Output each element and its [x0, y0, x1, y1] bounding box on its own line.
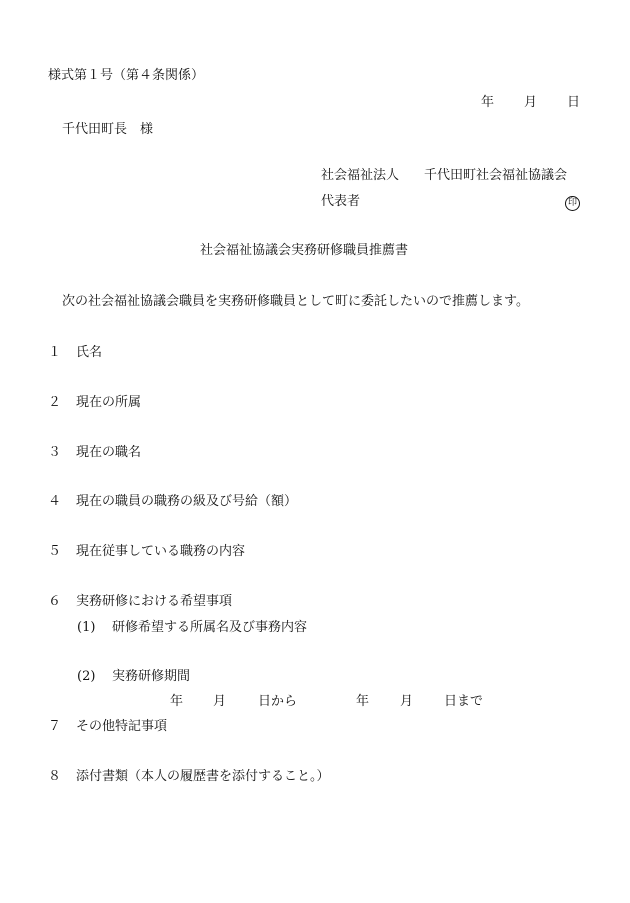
intro-text: 次の社会福祉協議会職員を実務研修職員として町に委託したいので推薦します。 — [62, 294, 529, 309]
item-number: ８ — [48, 769, 62, 784]
sender-org-name: 千代田町社会福祉協議会 — [424, 168, 568, 183]
item-label-attachments: 添付書類（本人の履歴書を添付すること。） — [76, 769, 330, 784]
period-start-month-label: 月 — [213, 694, 227, 709]
period-end-month-label: 月 — [400, 694, 414, 709]
item-label-current-affiliation: 現在の所属 — [76, 395, 142, 410]
period-end-day-label: 日まで — [444, 694, 484, 709]
sub-item-number: (2) — [77, 669, 96, 684]
item-label-current-position: 現在の職名 — [76, 445, 142, 460]
seal-mark — [565, 194, 580, 211]
item-number: ３ — [48, 445, 62, 460]
form-label: 様式第１号（第４条関係） — [48, 68, 205, 83]
period-end-year-label: 年 — [356, 694, 370, 709]
item-number: ７ — [48, 719, 62, 734]
period-start-year-label: 年 — [170, 694, 184, 709]
item-label-training-requests: 実務研修における希望事項 — [76, 594, 233, 609]
item-number: ４ — [48, 494, 62, 509]
date-day-label: 日 — [567, 95, 581, 110]
item-number: ６ — [48, 594, 62, 609]
item-number: １ — [48, 345, 62, 360]
item-number: ５ — [48, 544, 62, 559]
item-label-other-notes: その他特記事項 — [76, 719, 168, 734]
sender-org-label: 社会福祉法人 — [321, 168, 400, 183]
item-label-name: 氏名 — [76, 345, 103, 360]
document-title: 社会福祉協議会実務研修職員推薦書 — [200, 243, 409, 258]
item-number: ２ — [48, 395, 62, 410]
item-label-current-duties: 現在従事している職務の内容 — [76, 544, 246, 559]
sub-item-number: (1) — [77, 620, 96, 635]
period-start-day-label: 日から — [258, 694, 298, 709]
sender-representative-label: 代表者 — [321, 194, 361, 209]
date-month-label: 月 — [524, 95, 538, 110]
sub-item-label-desired-department: 研修希望する所属名及び事務内容 — [112, 620, 308, 635]
item-label-salary-grade: 現在の職員の職務の級及び号給（額） — [76, 494, 298, 509]
addressee: 千代田町長 様 — [62, 122, 154, 137]
date-year-label: 年 — [481, 95, 495, 110]
seal-icon: 印 — [565, 196, 580, 211]
sub-item-label-training-period: 実務研修期間 — [112, 669, 191, 684]
